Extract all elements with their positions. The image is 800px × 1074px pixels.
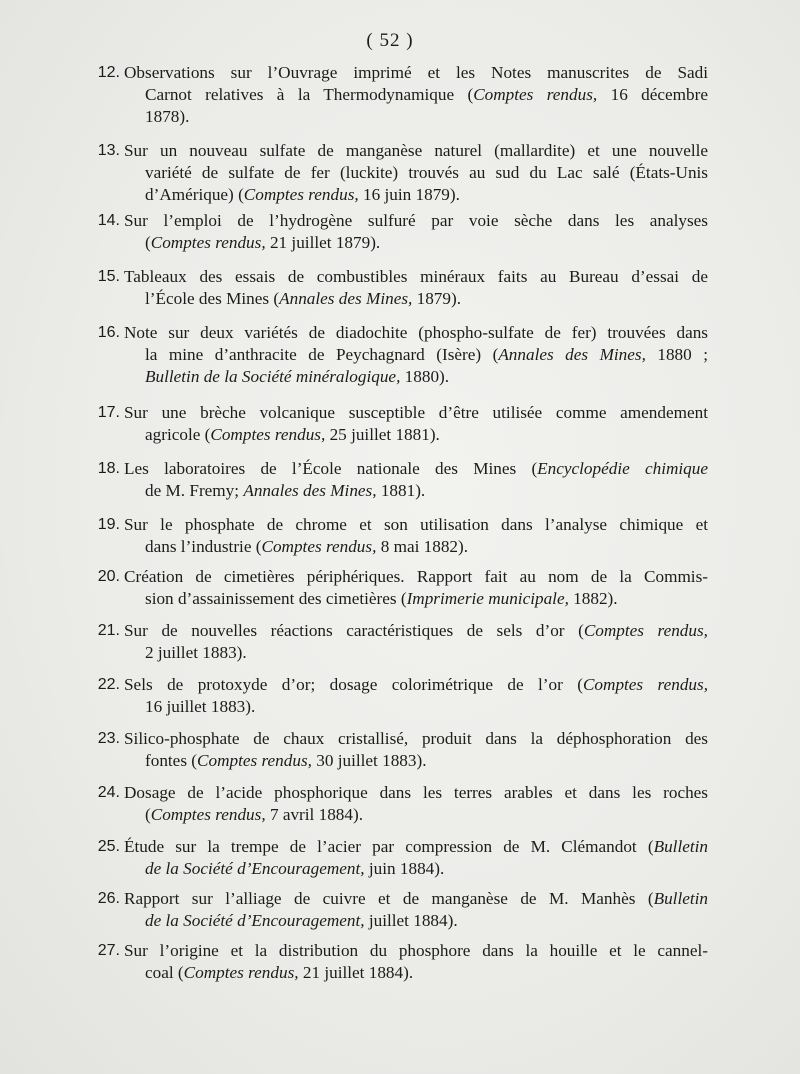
entry-citation-italic: Bulletin [653, 837, 708, 856]
entry-line [145, 804, 708, 826]
entry-text: ( [145, 805, 151, 824]
entry-line [145, 84, 708, 106]
entry-citation-italic: Annales des Mines, [279, 289, 413, 308]
entry-text: 1878). [145, 107, 190, 126]
entry-citation-italic: de la Société d’Encouragement, [145, 911, 365, 930]
entry-text: 16 décembre [597, 85, 708, 104]
entry-text: 7 avril 1884). [265, 805, 364, 824]
entry-line [145, 910, 708, 932]
entry-number: 15. [97, 268, 120, 285]
bibliography-entry [84, 62, 708, 128]
bibliography-entry [84, 620, 708, 664]
entry-number: 13. [97, 142, 120, 159]
entry-number: 16. [97, 324, 120, 341]
entry-text: Sels de protoxyde d’or; dosage colorimétrique de l’or ( [124, 675, 583, 694]
entry-text: 1879). [412, 289, 462, 308]
entry-text: ( [145, 233, 151, 252]
entry-number: 27. [97, 942, 120, 959]
entry-line [124, 888, 708, 910]
entry-text: 21 juillet 1879). [265, 233, 381, 252]
entry-citation-italic: Bulletin de la Société minéralogique, [145, 367, 401, 386]
entry-number: 12. [97, 64, 120, 81]
entry-text: 21 juillet 1884). [298, 963, 414, 982]
entry-text: fontes ( [145, 751, 198, 770]
entry-line [145, 366, 708, 388]
entry-citation-italic: Comptes rendus, [582, 675, 708, 694]
entry-line [124, 62, 708, 84]
entry-text: juillet 1884). [364, 911, 458, 930]
entry-text: Sur l’emploi de l’hydrogène sulfuré par voie sèche dans les analyses [124, 211, 708, 230]
entry-citation-italic: Comptes rendus, [210, 425, 326, 444]
entry-citation-italic: Annales des Mines, [498, 345, 646, 364]
entry-line [145, 962, 708, 984]
bibliography-entry [84, 514, 708, 558]
entry-line [145, 696, 708, 718]
bibliography-entry [84, 836, 708, 880]
entry-text: 1880 ; [645, 345, 708, 364]
entry-text: Sur un nouveau sulfate de manganèse naturel (mallardite) et une nouvelle [124, 141, 708, 160]
entry-line [124, 322, 708, 344]
entry-text: Rapport sur l’alliage de cuivre et de manganèse de M. Manhès ( [124, 889, 654, 908]
entry-number: 26. [97, 890, 120, 907]
entry-text: agricole ( [145, 425, 211, 444]
entry-text: 2 juillet 1883). [145, 643, 247, 662]
bibliography-entry [84, 140, 708, 206]
bibliography-entry [84, 458, 708, 502]
bibliography-entry [84, 888, 708, 932]
entry-line [145, 480, 708, 502]
entry-text: juin 1884). [364, 859, 445, 878]
entry-line [145, 184, 708, 206]
bibliography-entry [84, 210, 708, 254]
entry-text: dans l’industrie ( [145, 537, 262, 556]
bibliography-entry [84, 266, 708, 310]
entry-text: 8 mai 1882). [376, 537, 469, 556]
bibliography-entry [84, 566, 708, 610]
entry-text: 1880). [400, 367, 450, 386]
entry-line [145, 588, 708, 610]
entry-citation-italic: Comptes rendus, [261, 537, 377, 556]
entry-line [124, 266, 708, 288]
entry-citation-italic: Bulletin [653, 889, 708, 908]
entry-line [124, 210, 708, 232]
entry-text: Silico-phosphate de chaux cristallisé, produit dans la déphosphoration des [124, 729, 708, 748]
entry-citation-italic: Comptes rendus, [183, 963, 299, 982]
entry-text: Sur une brèche volcanique susceptible d’être utilisée comme amendement [124, 403, 708, 422]
entry-line [124, 674, 708, 696]
entry-line [124, 836, 708, 858]
entry-text: Création de cimetières périphériques. Rapport fait au nom de la Commis- [124, 567, 708, 586]
entry-line [145, 344, 708, 366]
entry-text: l’École des Mines ( [145, 289, 280, 308]
entry-citation-italic: Encyclopédie chimique [537, 459, 708, 478]
entry-text: la mine d’anthracite de Peychagnard (Isère) ( [145, 345, 499, 364]
entry-citation-italic: Comptes rendus, [583, 621, 708, 640]
entry-citation-italic: Comptes rendus, [150, 805, 266, 824]
entry-line [145, 536, 708, 558]
entry-text: 16 juin 1879). [358, 185, 460, 204]
entry-number: 25. [97, 838, 120, 855]
entry-line [124, 782, 708, 804]
entry-line [145, 162, 708, 184]
entry-number: 18. [97, 460, 120, 477]
entry-number: 20. [97, 568, 120, 585]
entry-text: Dosage de l’acide phosphorique dans les terres arables et dans les roches [124, 783, 708, 802]
entry-text: Sur l’origine et la distribution du phosphore dans la houille et le cannel- [124, 941, 708, 960]
entry-line [145, 106, 708, 128]
bibliography-entry [84, 940, 708, 984]
entry-citation-italic: Comptes rendus, [473, 85, 598, 104]
bibliography-entry [84, 728, 708, 772]
entry-line [145, 288, 708, 310]
bibliography-entry [84, 402, 708, 446]
entry-line [124, 140, 708, 162]
entry-text: Carnot relatives à la Thermodynamique ( [145, 85, 474, 104]
bibliography-entry [84, 674, 708, 718]
entry-citation-italic: Comptes rendus, [243, 185, 359, 204]
entry-line [124, 566, 708, 588]
entry-text: 30 juillet 1883). [311, 751, 427, 770]
entry-text: 1882). [568, 589, 618, 608]
page-number: ( 52 ) [366, 30, 414, 51]
entry-line [124, 728, 708, 750]
entry-citation-italic: Annales des Mines, [243, 481, 377, 500]
entry-text: Sur de nouvelles réactions caractéristiques de sels d’or ( [124, 621, 584, 640]
entry-number: 23. [97, 730, 120, 747]
entry-line [124, 514, 708, 536]
entry-text: sion d’assainissement des cimetières ( [145, 589, 407, 608]
entry-citation-italic: Comptes rendus, [197, 751, 312, 770]
entry-number: 22. [97, 676, 120, 693]
entry-citation-italic: de la Société d’Encouragement, [145, 859, 365, 878]
entry-line [145, 750, 708, 772]
entry-number: 17. [97, 404, 120, 421]
entry-number: 21. [97, 622, 120, 639]
entry-citation-italic: Imprimerie municipale, [406, 589, 569, 608]
entry-text: Observations sur l’Ouvrage imprimé et les Notes manuscrites de Sadi [124, 63, 708, 82]
entry-text: coal ( [145, 963, 184, 982]
entry-line [124, 402, 708, 424]
entry-line [145, 858, 708, 880]
entry-line [145, 642, 708, 664]
bibliography-entry [84, 782, 708, 826]
entry-line [145, 424, 708, 446]
entry-text: de M. Fremy; [145, 481, 244, 500]
entry-text: 1881). [376, 481, 426, 500]
entry-text: Les laboratoires de l’École nationale des Mines ( [124, 459, 538, 478]
entry-text: Tableaux des essais de combustibles minéraux faits au Bureau d’essai de [124, 267, 708, 286]
entry-text: d’Amérique) ( [145, 185, 244, 204]
entry-number: 24. [97, 784, 120, 801]
entry-text: variété de sulfate de fer (luckite) trouvés au sud du Lac salé (États-Unis [145, 163, 708, 182]
bibliography-entry [84, 322, 708, 388]
entry-line [124, 458, 708, 480]
entry-text: Étude sur la trempe de l’acier par compression de M. Clémandot ( [124, 837, 654, 856]
entry-text: Note sur deux variétés de diadochite (phospho-sulfate de fer) trouvées dans [124, 323, 708, 342]
entry-text: Sur le phosphate de chrome et son utilisation dans l’analyse chimique et [124, 515, 708, 534]
entry-number: 14. [97, 212, 120, 229]
entry-citation-italic: Comptes rendus, [150, 233, 266, 252]
entry-text: 16 juillet 1883). [145, 697, 256, 716]
entry-line [124, 940, 708, 962]
entry-line [124, 620, 708, 642]
entry-line [145, 232, 708, 254]
entry-number: 19. [97, 516, 120, 533]
entry-text: 25 juillet 1881). [325, 425, 440, 444]
